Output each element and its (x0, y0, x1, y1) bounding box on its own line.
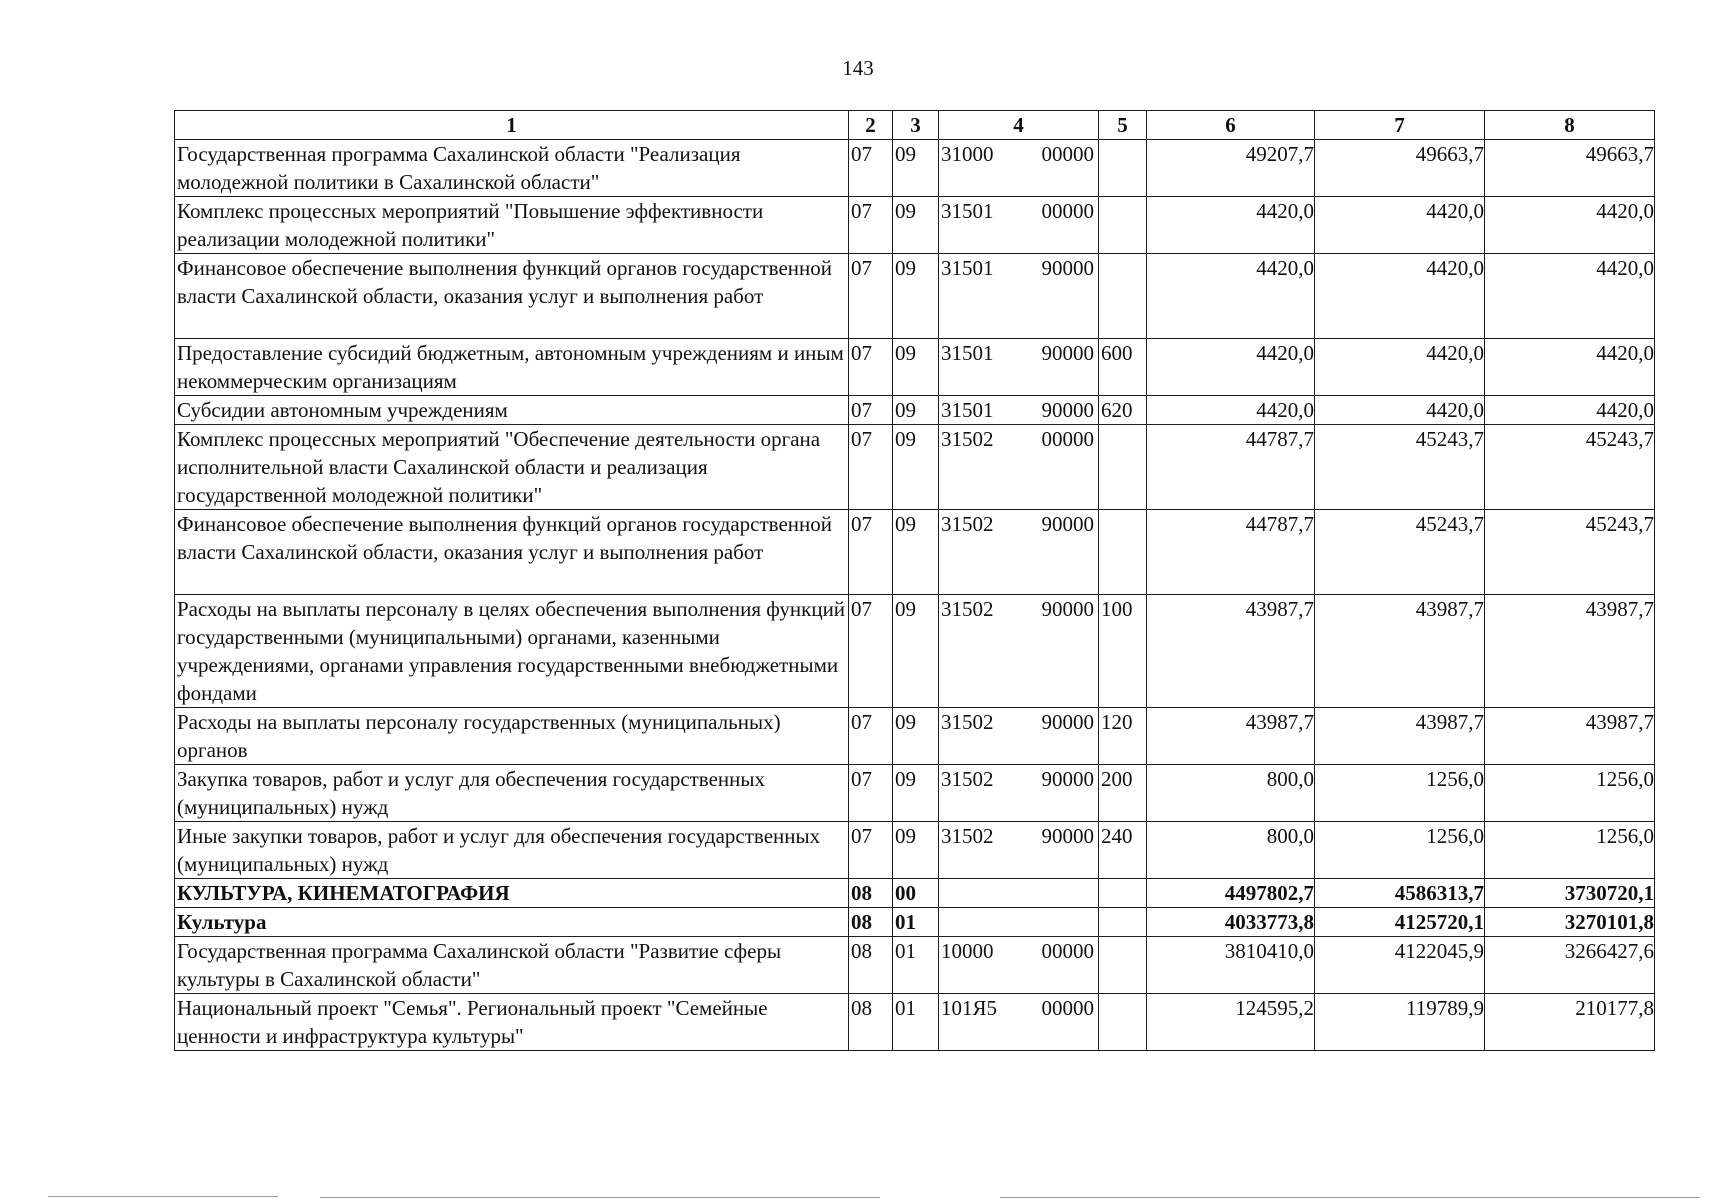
row-section-code: 07 (849, 708, 893, 765)
row-amount-col8: 4420,0 (1485, 339, 1655, 396)
row-section-code: 07 (849, 140, 893, 197)
row-subsection-code: 01 (893, 908, 939, 937)
row-amount-col6: 44787,7 (1147, 510, 1315, 595)
row-program-code (939, 510, 1099, 595)
row-program-code-part2: 00000 (1041, 199, 1094, 223)
header-col-5: 5 (1099, 111, 1147, 140)
row-program-code-part1: 31501 (941, 398, 994, 422)
row-program-code-part1: 10000 (941, 939, 994, 963)
row-amount-col6: 124595,2 (1147, 994, 1315, 1051)
row-expense-type (1099, 425, 1147, 510)
row-amount-col6: 49207,7 (1147, 140, 1315, 197)
row-section-code: 07 (849, 822, 893, 879)
header-col-1: 1 (175, 111, 849, 140)
row-subsection-code: 00 (893, 879, 939, 908)
row-name: Предоставление субсидий бюджетным, автономным учреждениям и иным некоммерческим организациям (175, 339, 849, 396)
page-number: 143 (842, 56, 874, 80)
row-amount-col6: 43987,7 (1147, 595, 1315, 708)
row-amount-col7: 4122045,9 (1315, 937, 1485, 994)
row-program-code-part1: 31501 (941, 341, 994, 365)
row-program-code-part2: 90000 (1041, 597, 1094, 621)
header-col-2: 2 (849, 111, 893, 140)
row-program-code (939, 595, 1099, 708)
row-program-code-part1: 31501 (941, 199, 994, 223)
row-amount-col6: 4420,0 (1147, 339, 1315, 396)
row-amount-col6: 800,0 (1147, 822, 1315, 879)
table-row (175, 937, 1655, 994)
row-amount-col6: 4420,0 (1147, 396, 1315, 425)
row-program-code (939, 994, 1099, 1051)
row-name: Финансовое обеспечение выполнения функций органов государственной власти Сахалинской области, оказания услуг и выполнения работ (175, 254, 849, 339)
row-amount-col7: 4125720,1 (1315, 908, 1485, 937)
row-amount-col6: 4497802,7 (1147, 879, 1315, 908)
row-subsection-code: 01 (893, 994, 939, 1051)
row-name: Финансовое обеспечение выполнения функций органов государственной власти Сахалинской области, оказания услуг и выполнения работ (175, 510, 849, 595)
row-name: Расходы на выплаты персоналу государственных (муниципальных) органов (175, 708, 849, 765)
budget-table (174, 110, 1655, 1051)
row-program-code-part1: 31000 (941, 142, 994, 166)
row-name: Закупка товаров, работ и услуг для обеспечения государственных (муниципальных) нужд (175, 765, 849, 822)
table-body (175, 140, 1655, 1051)
row-expense-type (1099, 879, 1147, 908)
row-program-code (939, 140, 1099, 197)
row-amount-col8: 49663,7 (1485, 140, 1655, 197)
row-expense-type: 240 (1099, 822, 1147, 879)
row-program-code (939, 822, 1099, 879)
row-section-code: 07 (849, 425, 893, 510)
scan-line-bottom-right (1000, 1197, 1700, 1198)
table-row (175, 765, 1655, 822)
row-program-code-part1: 101Я5 (941, 996, 998, 1020)
row-amount-col6: 800,0 (1147, 765, 1315, 822)
header-col-6: 6 (1147, 111, 1315, 140)
row-program-code (939, 254, 1099, 339)
row-subsection-code: 09 (893, 396, 939, 425)
row-section-code: 08 (849, 994, 893, 1051)
row-program-code-part2: 90000 (1041, 710, 1094, 734)
table-row (175, 708, 1655, 765)
row-amount-col7: 119789,9 (1315, 994, 1485, 1051)
row-program-code-part1: 31502 (941, 767, 994, 791)
row-section-code: 08 (849, 937, 893, 994)
table-row (175, 908, 1655, 937)
row-amount-col7: 45243,7 (1315, 510, 1485, 595)
row-name: Комплекс процессных мероприятий "Обеспечение деятельности органа исполнительной власти Сахалинской области и реализация государственной молодежной политики" (175, 425, 849, 510)
row-amount-col7: 4420,0 (1315, 197, 1485, 254)
row-subsection-code: 09 (893, 765, 939, 822)
scan-line-bottom-mid (320, 1197, 880, 1198)
row-subsection-code: 09 (893, 140, 939, 197)
row-program-code (939, 908, 1099, 937)
row-amount-col8: 4420,0 (1485, 254, 1655, 339)
table-row (175, 994, 1655, 1051)
row-program-code-part2: 00000 (1041, 996, 1094, 1020)
row-amount-col8: 3266427,6 (1485, 937, 1655, 994)
table-row (175, 140, 1655, 197)
row-program-code-part1: 31502 (941, 710, 994, 734)
row-amount-col6: 3810410,0 (1147, 937, 1315, 994)
row-subsection-code: 09 (893, 595, 939, 708)
row-amount-col6: 4420,0 (1147, 197, 1315, 254)
row-program-code-part2: 90000 (1041, 341, 1094, 365)
row-name: Комплекс процессных мероприятий "Повышение эффективности реализации молодежной политики" (175, 197, 849, 254)
row-amount-col8: 4420,0 (1485, 396, 1655, 425)
row-expense-type (1099, 197, 1147, 254)
row-amount-col7: 4420,0 (1315, 339, 1485, 396)
row-section-code: 08 (849, 879, 893, 908)
row-program-code (939, 937, 1099, 994)
row-program-code (939, 339, 1099, 396)
table-row (175, 510, 1655, 595)
row-expense-type: 120 (1099, 708, 1147, 765)
table-row (175, 254, 1655, 339)
row-amount-col8: 3270101,8 (1485, 908, 1655, 937)
table-row (175, 595, 1655, 708)
header-col-4: 4 (939, 111, 1099, 140)
row-amount-col7: 4586313,7 (1315, 879, 1485, 908)
row-amount-col6: 43987,7 (1147, 708, 1315, 765)
row-program-code-part1: 31502 (941, 512, 994, 536)
row-program-code-part2: 00000 (1041, 427, 1094, 451)
row-expense-type (1099, 994, 1147, 1051)
row-section-code: 07 (849, 765, 893, 822)
row-subsection-code: 09 (893, 339, 939, 396)
header-row (175, 111, 1655, 140)
row-name: Субсидии автономным учреждениям (175, 396, 849, 425)
table-row (175, 822, 1655, 879)
row-program-code-part2: 00000 (1041, 142, 1094, 166)
scan-line-bottom-left (48, 1196, 278, 1197)
row-program-code-part2: 90000 (1041, 767, 1094, 791)
row-program-code-part1: 31502 (941, 427, 994, 451)
row-amount-col7: 49663,7 (1315, 140, 1485, 197)
row-amount-col7: 1256,0 (1315, 822, 1485, 879)
row-subsection-code: 09 (893, 254, 939, 339)
row-subsection-code: 09 (893, 822, 939, 879)
row-amount-col8: 1256,0 (1485, 822, 1655, 879)
row-section-code: 07 (849, 254, 893, 339)
row-name: КУЛЬТУРА, КИНЕМАТОГРАФИЯ (175, 879, 849, 908)
row-program-code-part2: 00000 (1041, 939, 1094, 963)
row-amount-col6: 44787,7 (1147, 425, 1315, 510)
row-program-code-part2: 90000 (1041, 398, 1094, 422)
row-section-code: 07 (849, 197, 893, 254)
row-amount-col7: 4420,0 (1315, 254, 1485, 339)
row-expense-type: 100 (1099, 595, 1147, 708)
row-program-code (939, 396, 1099, 425)
row-program-code-part2: 90000 (1041, 256, 1094, 280)
row-subsection-code: 01 (893, 937, 939, 994)
header-col-7: 7 (1315, 111, 1485, 140)
row-program-code-part1: 31502 (941, 597, 994, 621)
row-program-code-part1: 31502 (941, 824, 994, 848)
row-amount-col8: 3730720,1 (1485, 879, 1655, 908)
row-amount-col7: 45243,7 (1315, 425, 1485, 510)
row-expense-type (1099, 254, 1147, 339)
row-program-code (939, 197, 1099, 254)
row-name: Культура (175, 908, 849, 937)
row-expense-type: 620 (1099, 396, 1147, 425)
table-row (175, 396, 1655, 425)
row-subsection-code: 09 (893, 708, 939, 765)
row-subsection-code: 09 (893, 510, 939, 595)
row-name: Государственная программа Сахалинской области "Реализация молодежной политики в Сахалинской области" (175, 140, 849, 197)
row-amount-col7: 43987,7 (1315, 595, 1485, 708)
row-subsection-code: 09 (893, 425, 939, 510)
row-section-code: 07 (849, 339, 893, 396)
row-program-code (939, 425, 1099, 510)
row-amount-col6: 4033773,8 (1147, 908, 1315, 937)
table-row (175, 339, 1655, 396)
row-section-code: 07 (849, 595, 893, 708)
row-amount-col8: 43987,7 (1485, 595, 1655, 708)
row-amount-col6: 4420,0 (1147, 254, 1315, 339)
row-amount-col7: 43987,7 (1315, 708, 1485, 765)
row-program-code (939, 879, 1099, 908)
row-name: Расходы на выплаты персоналу в целях обеспечения выполнения функций государственными (муниципальными) органами, казенными учреждениями, органами управления государственными внебюджетными фондами (175, 595, 849, 708)
row-name: Национальный проект "Семья". Региональный проект "Семейные ценности и инфраструктура культуры" (175, 994, 849, 1051)
row-name: Иные закупки товаров, работ и услуг для обеспечения государственных (муниципальных) нужд (175, 822, 849, 879)
row-expense-type: 600 (1099, 339, 1147, 396)
row-amount-col7: 4420,0 (1315, 396, 1485, 425)
row-amount-col8: 43987,7 (1485, 708, 1655, 765)
header-col-3: 3 (893, 111, 939, 140)
row-name: Государственная программа Сахалинской области "Развитие сферы культуры в Сахалинской области" (175, 937, 849, 994)
row-amount-col8: 1256,0 (1485, 765, 1655, 822)
row-amount-col7: 1256,0 (1315, 765, 1485, 822)
row-section-code: 08 (849, 908, 893, 937)
row-expense-type (1099, 937, 1147, 994)
row-program-code (939, 765, 1099, 822)
row-program-code-part1: 31501 (941, 256, 994, 280)
row-subsection-code: 09 (893, 197, 939, 254)
row-amount-col8: 210177,8 (1485, 994, 1655, 1051)
row-expense-type: 200 (1099, 765, 1147, 822)
row-program-code (939, 708, 1099, 765)
header-col-8: 8 (1485, 111, 1655, 140)
row-amount-col8: 45243,7 (1485, 425, 1655, 510)
row-amount-col8: 45243,7 (1485, 510, 1655, 595)
row-program-code-part2: 90000 (1041, 824, 1094, 848)
row-expense-type (1099, 140, 1147, 197)
row-program-code-part2: 90000 (1041, 512, 1094, 536)
row-section-code: 07 (849, 396, 893, 425)
row-expense-type (1099, 510, 1147, 595)
table-row (175, 425, 1655, 510)
row-amount-col8: 4420,0 (1485, 197, 1655, 254)
row-expense-type (1099, 908, 1147, 937)
row-section-code: 07 (849, 510, 893, 595)
table-row (175, 879, 1655, 908)
table-row (175, 197, 1655, 254)
